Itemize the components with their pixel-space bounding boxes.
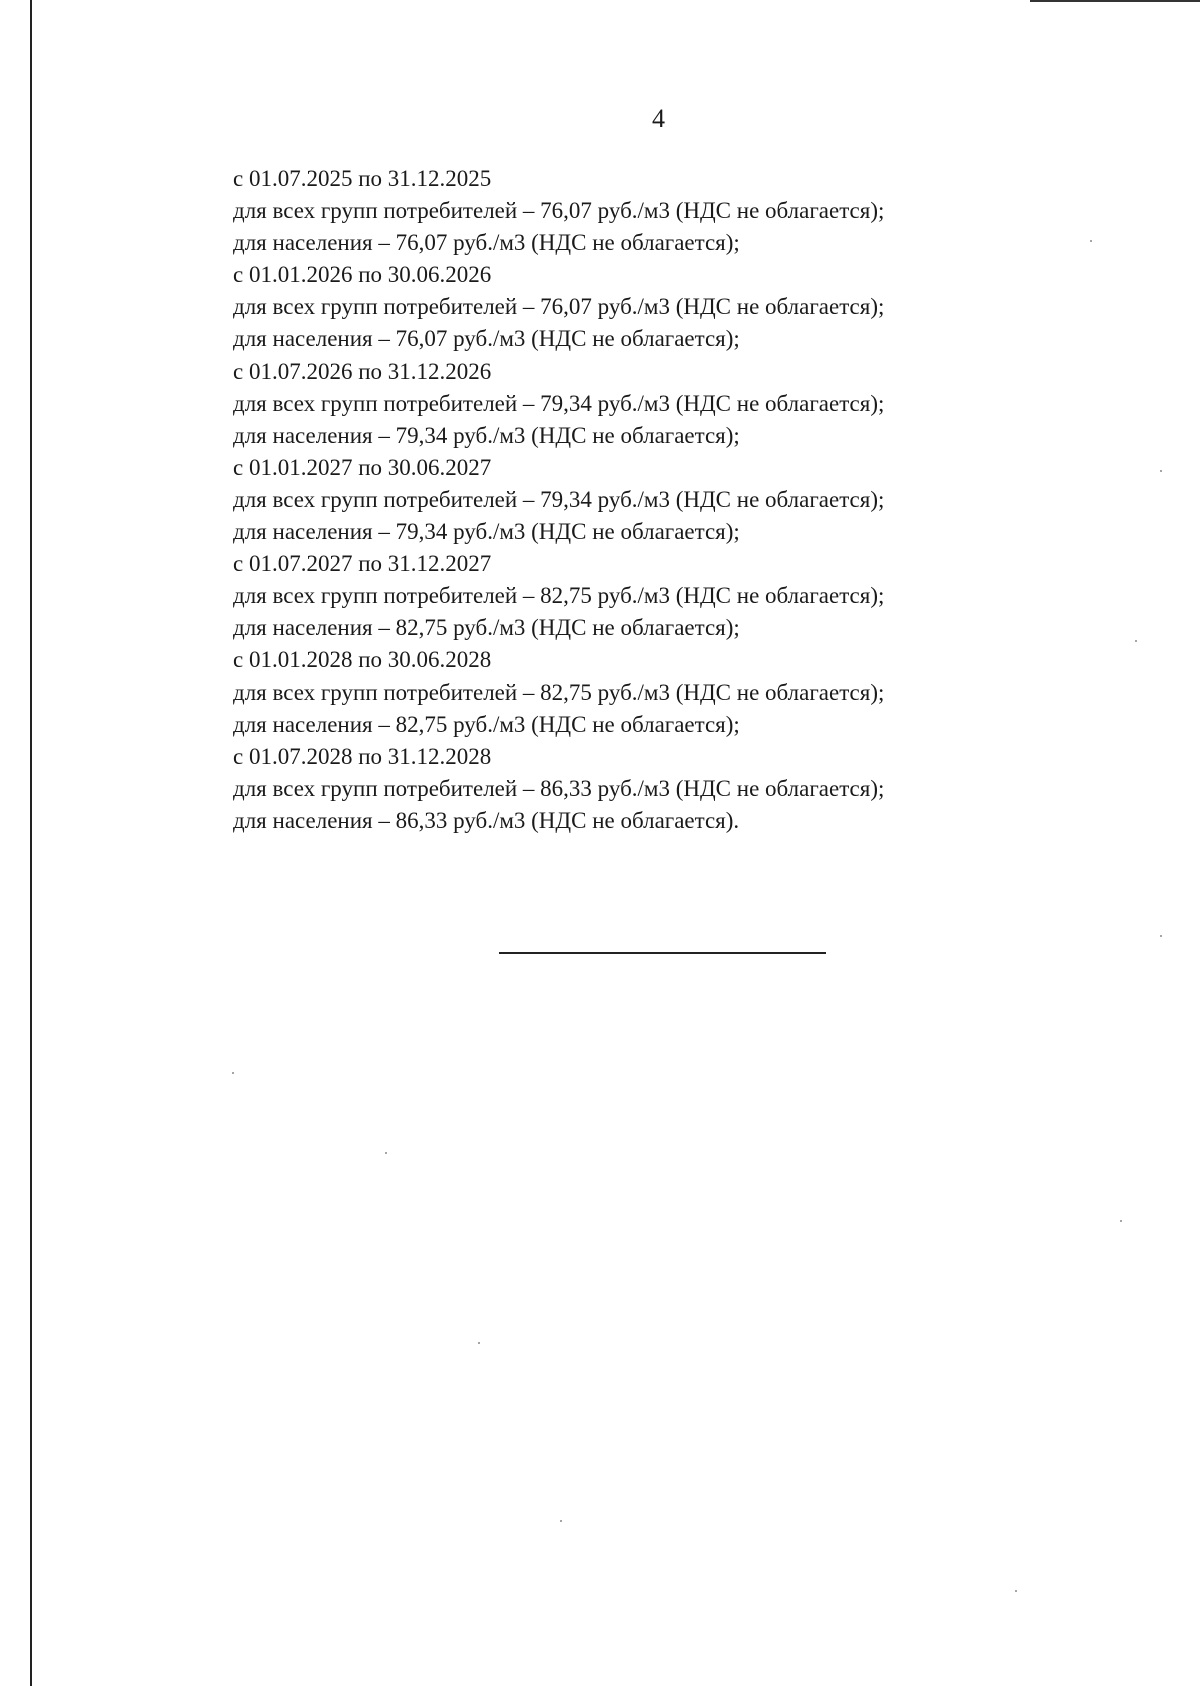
tariff-line: для населения – 79,34 руб./м3 (НДС не облагается); bbox=[233, 519, 740, 545]
period-line: с 01.07.2028 по 31.12.2028 bbox=[233, 743, 492, 769]
period-line: с 01.01.2026 по 30.06.2026 bbox=[233, 262, 492, 288]
scan-edge-top bbox=[1030, 0, 1200, 2]
page-number: 4 bbox=[652, 104, 665, 133]
scan-speck bbox=[1160, 935, 1162, 937]
period-line: с 01.07.2025 по 31.12.2025 bbox=[233, 166, 492, 191]
tariff-line: для населения – 76,07 руб./м3 (НДС не облагается); bbox=[233, 230, 740, 256]
tariff-line: для населения – 79,34 руб./м3 (НДС не облагается); bbox=[233, 422, 740, 448]
scan-speck bbox=[1120, 1220, 1122, 1222]
tariff-line: для населения – 82,75 руб./м3 (НДС не облагается); bbox=[233, 711, 740, 737]
period-line: с 01.01.2027 по 30.06.2027 bbox=[233, 454, 492, 480]
tariff-line: для всех групп потребителей – 82,75 руб./м3 (НДС не облагается); bbox=[233, 679, 885, 705]
tariff-line: для всех групп потребителей – 76,07 руб./м3 (НДС не облагается); bbox=[233, 198, 885, 224]
tariff-line: для всех групп потребителей – 76,07 руб./м3 (НДС не облагается); bbox=[233, 294, 885, 320]
period-line: с 01.07.2027 по 31.12.2027 bbox=[233, 551, 492, 577]
scan-speck bbox=[560, 1520, 562, 1522]
tariff-line: для населения – 76,07 руб./м3 (НДС не облагается); bbox=[233, 326, 740, 352]
scan-speck bbox=[232, 1072, 234, 1074]
scan-edge-left bbox=[30, 0, 32, 1686]
tariff-line: для всех групп потребителей – 86,33 руб./м3 (НДС не облагается); bbox=[233, 775, 885, 801]
period-line: с 01.07.2026 по 31.12.2026 bbox=[233, 358, 492, 384]
scan-speck bbox=[478, 1342, 480, 1344]
scan-speck bbox=[1135, 640, 1137, 642]
tariff-line: для всех групп потребителей – 82,75 руб./м3 (НДС не облагается); bbox=[233, 583, 885, 609]
tariff-list bbox=[233, 163, 884, 837]
tariff-line: для населения – 86,33 руб./м3 (НДС не облагается). bbox=[233, 807, 740, 833]
tariff-line: для населения – 82,75 руб./м3 (НДС не облагается); bbox=[233, 615, 740, 641]
scan-speck bbox=[1160, 470, 1162, 472]
period-line: с 01.01.2028 по 30.06.2028 bbox=[233, 647, 492, 673]
scan-speck bbox=[1015, 1590, 1017, 1592]
scan-speck bbox=[385, 1152, 387, 1154]
tariff-line: для всех групп потребителей – 79,34 руб./м3 (НДС не облагается); bbox=[233, 486, 885, 512]
end-rule bbox=[499, 952, 826, 954]
scan-speck bbox=[1090, 240, 1092, 242]
tariff-line: для всех групп потребителей – 79,34 руб./м3 (НДС не облагается); bbox=[233, 390, 885, 416]
